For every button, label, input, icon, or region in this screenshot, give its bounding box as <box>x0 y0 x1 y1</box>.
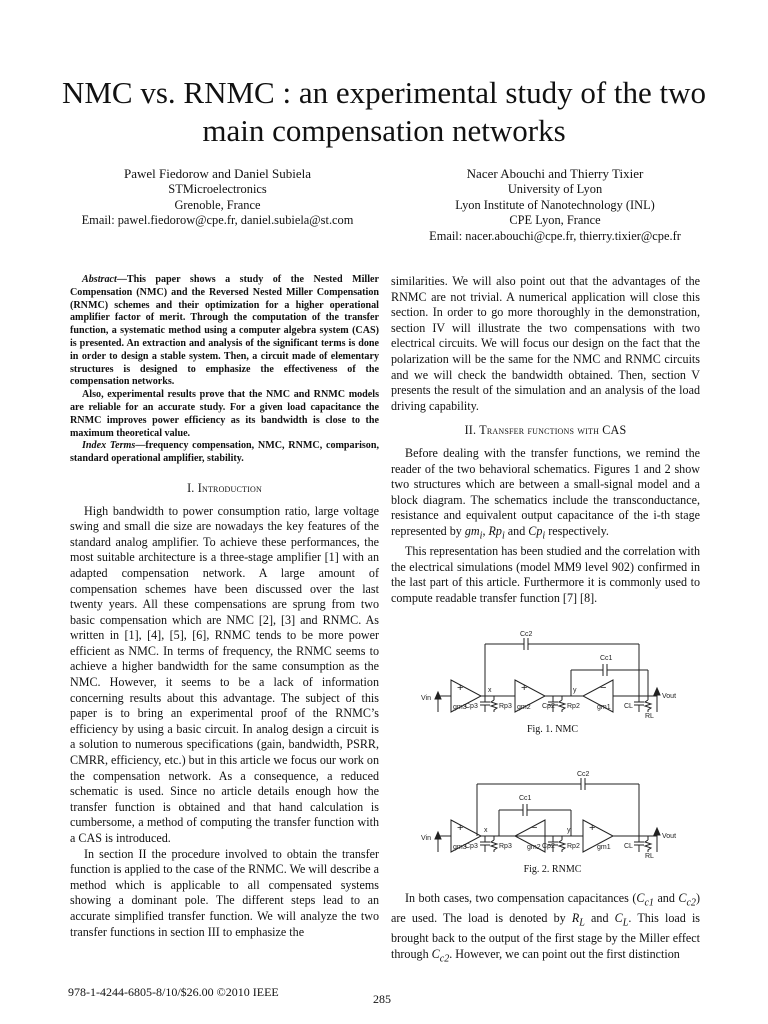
paper-title: NMC vs. RNMC : an experimental study of the two main compensation networks <box>61 75 707 148</box>
vout-label: Vout <box>662 693 677 701</box>
svg-text:−: − <box>531 821 538 834</box>
paragraph: In section II the procedure involved to obtain the transfer function is applied to the case of the RNMC. We will describe a method which is applicable to all compensated systems showing a dominant pole. The different steps lead to an accurate simplified transfer function. We will analyze the two transfer functions in section III to emphasize the <box>70 846 379 939</box>
rl-label: RL <box>645 713 654 721</box>
rp3-label: Rp3 <box>499 703 512 711</box>
gm1-label: gm1 <box>597 843 611 851</box>
svg-text:+: + <box>457 821 464 834</box>
paragraph: This representation has been studied and the correlation with the electrical simulations (model MM9 level 902) confirmed in the last part of this article. Furthermore it is commonly used to compute readable transfer function [7] [8]. <box>391 543 700 605</box>
cc2-label: Cc2 <box>520 631 533 639</box>
paragraph: High bandwidth to power consumption ratio, large voltage swing and small die size are nowadays the key features of the standard analog amplifier. To achieve these performances, the most suitable architecture is a three-stage amplifier [1] with an adapted compensation network. A large amount of compensation schemes have been discussed over the last twenty years. All these compensations are sprung from two basic compensation which are NMC [2], [3] and RNMC. As written in [1], [4], [5], [6], RNMC tends to be more power efficient as NMC. In terms of frequency, the RNMC seems to achieve a higher bandwidth for the same consumption as the NMC. However, it seems to be a lack of information concerning results about this advantage. The subject of this paper is to bring an experimental proof of the RNMC’s efficiency by using a basic circuit. In analog design a circuit is a solution to numerous specifications (gain, bandwidth, PSRR, CMRR, efficiency, etc.) but in this article we focus our work on the compensation network. As a consequence, a reduced schematic is used. Since no article details enough how the transfer function is obtained and that hand calculation is cumbersome, a method of computing the transfer function with a CAS is introduced. <box>70 503 379 846</box>
section-heading-introduction: I. Introduction <box>187 480 262 495</box>
figure-rnmc-schematic <box>391 756 700 876</box>
index-terms: Index Terms—frequency compensation, NMC, RNMC, comparison, standard operational amplifier, stability. <box>70 440 379 465</box>
node-y-label: y <box>567 826 571 834</box>
vout-label: Vout <box>662 832 677 840</box>
index-terms-label: Index Terms <box>82 440 136 452</box>
author-location: CPE Lyon, France <box>509 213 601 227</box>
cl-label: CL <box>624 703 633 711</box>
cp2-label: Cp2 <box>542 703 555 711</box>
figure-2-caption: Fig. 2. RNMC <box>523 863 582 875</box>
right-column <box>391 274 700 967</box>
paragraph: similarities. We will also point out that the advantages of the RNMC are not trivial. A numerical application will close this section. In order to go more thoroughly in the demonstration, section IV will illustrate the two compensations with two electrical circuits. We will focus our design on the fact that the polarization will be the same for the NMC and RNMC circuits and we will check the bandwidth obtained. Then, section V presents the result of the simulation and an analysis of the load driving capability. <box>391 274 700 413</box>
abstract-label: Abstract <box>82 274 117 285</box>
author-location: Grenoble, France <box>174 197 261 212</box>
gm2-label: gm2 <box>517 704 531 712</box>
svg-text:+: + <box>589 821 596 834</box>
node-x-label: x <box>484 826 488 834</box>
paragraph: In both cases, two compensation capacitances ($C_{c1}$ and $C_{c2}$) are used. The load is denoted by $R_L$ and $C_L$. This load is brought back to the output of the first stage by the Miller effect through $C_{c2}$. However, we can point out the first distinction <box>391 891 701 965</box>
svg-text:+: + <box>521 682 528 695</box>
vin-label: Vin <box>421 695 431 703</box>
cp2-label: Cp2 <box>542 842 555 850</box>
author-names: Nacer Abouchi and Thierry Tixier <box>466 166 644 181</box>
author-email: Email: nacer.abouchi@cpe.fr, thierry.tixier@cpe.fr <box>429 228 681 243</box>
gm3-label: gm3 <box>453 843 467 851</box>
figure-nmc-schematic <box>391 616 700 736</box>
page-number: 285 <box>373 992 391 1006</box>
rp2-label: Rp2 <box>567 842 580 850</box>
author-block-right <box>390 166 720 244</box>
cp3-label: Cp3 <box>465 842 478 850</box>
rp2-label: Rp2 <box>567 703 580 711</box>
author-names: Pawel Fiedorow and Daniel Subiela <box>123 166 311 181</box>
abstract-continued: Also, experimental results prove that the NMC and RNMC models are reliable for an accurate study. For a given load capacitance the RNMC improves power efficiency as its bandwidth is close to the maximum theoretical value. <box>70 389 379 439</box>
footer-isbn: 978-1-4244-6805-8/10/$26.00 ©2010 IEEE <box>68 985 279 999</box>
figure-1-caption: Fig. 1. NMC <box>526 724 579 736</box>
svg-text:−: − <box>600 682 607 695</box>
author-affiliation: STMicroelectronics <box>168 182 267 196</box>
abstract: Abstract—This paper shows a study of the Nested Miller Compensation (NMC) and the Reversed Nested Miller Compensation (RNMC) schemes and their optimization for a higher operational amplifier factor of merit. Through the computation of the transfer function, a systematic method using a computer algebra system (CAS) is presented. An extraction and analysis of the significant terms is done in order to design a stable system. Then, a circuit made of elementary structures is designed to emphasize the effectiveness of the compensation networks. <box>70 274 379 388</box>
section-heading-transfer-functions: II. Transfer functions with CAS <box>464 423 627 438</box>
paragraph: Before dealing with the transfer functions, we remind the reader of the two behavioral schematics. Figures 1 and 2 show two structures which are between a small-signal model and a block diagram. The schematics include the transconductance, resistance and equivalent output capacitance of the i-th stage represented by $gm_i$, $Rp_i$ and $Cp_i$ respectively. <box>391 445 700 542</box>
cl-label: CL <box>624 842 633 850</box>
svg-text:+: + <box>457 682 464 695</box>
left-column <box>70 274 379 940</box>
cc1-label: Cc1 <box>600 655 613 663</box>
gm1-label: gm1 <box>597 704 611 712</box>
gm3-label: gm3 <box>453 704 467 712</box>
rl-label: RL <box>645 852 654 860</box>
author-affiliation: University of Lyon <box>507 182 603 196</box>
rp3-label: Rp3 <box>499 842 512 850</box>
cc2-label: Cc2 <box>577 770 590 778</box>
cc1-label: Cc1 <box>519 794 532 802</box>
author-block-left <box>60 166 375 229</box>
cp3-label: Cp3 <box>465 703 478 711</box>
author-email: Email: pawel.fiedorow@cpe.fr, daniel.subiela@st.com <box>81 213 354 227</box>
vin-label: Vin <box>421 834 431 842</box>
author-institute: Lyon Institute of Nanotechnology (INL) <box>455 197 655 212</box>
node-y-label: y <box>573 687 577 695</box>
gm2-label: gm2 <box>527 843 541 851</box>
node-x-label: x <box>488 687 492 695</box>
